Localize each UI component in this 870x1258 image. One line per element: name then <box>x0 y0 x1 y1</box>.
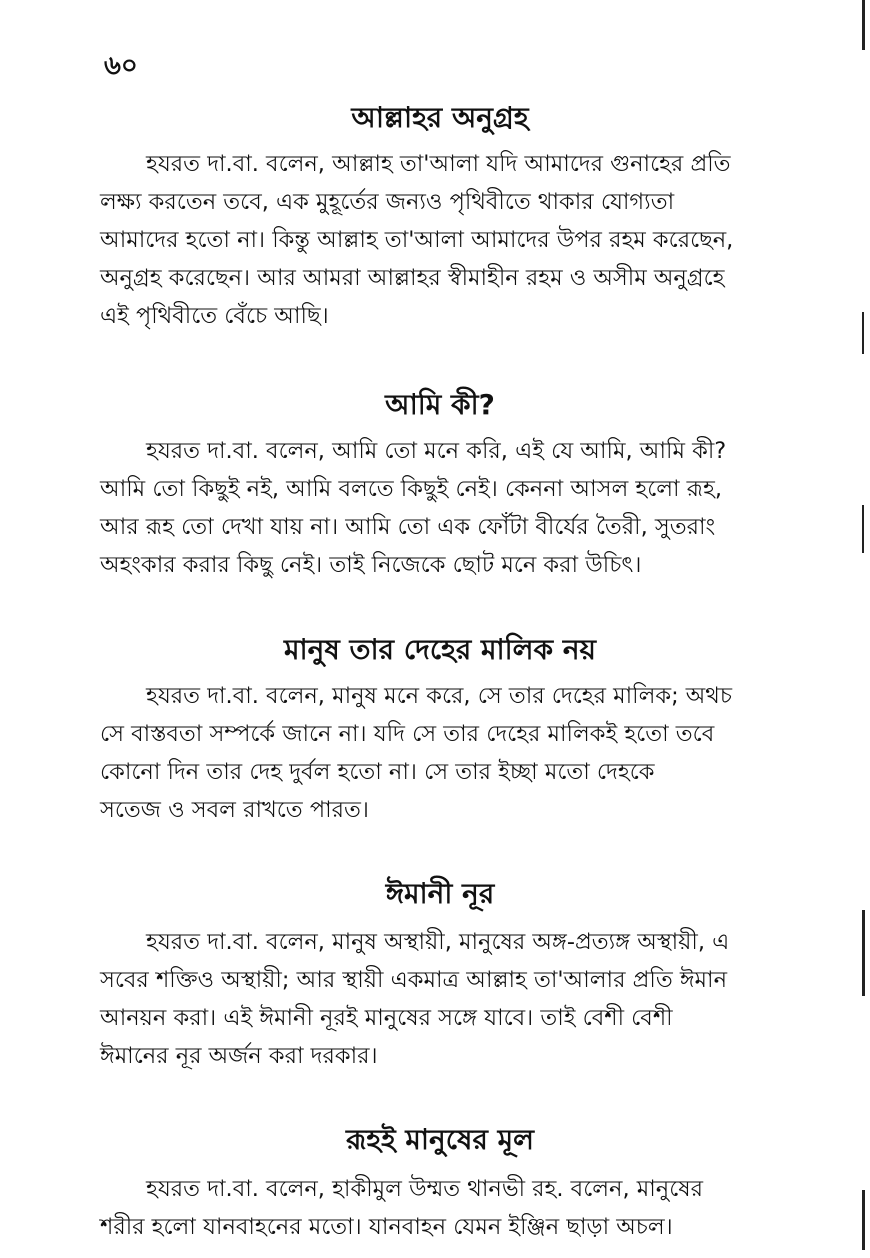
paragraph-line: কোনো দিন তার দেহ দুর্বল হতো না। সে তার ইচ্ছা মতো দেহকে <box>100 759 655 785</box>
section-heading: রূহই মানুষের মূল <box>345 1123 535 1156</box>
paragraph-line: শরীর হলো যানবাহনের মতো। যানবাহন যেমন ইঞ্জিন ছাড়া অচল। <box>100 1214 673 1240</box>
paragraph-line: আমাদের হতো না। কিন্তু আল্লাহ তা'আলা আমাদের উপর রহম করেছেন, <box>100 227 734 253</box>
paragraph-line: হযরত দা.বা. বলেন, মানুষ মনে করে, সে তার দেহের মালিক; অথচ <box>146 683 733 709</box>
paragraph-line: আনয়ন করা। এই ঈমানী নূরই মানুষের সঙ্গে যাবে। তাই বেশী বেশী <box>100 1005 673 1031</box>
scan-edge-mark <box>862 1190 865 1250</box>
scan-edge-mark <box>862 505 864 553</box>
page-number: ৬০ <box>104 51 138 81</box>
paragraph-line: হযরত দা.বা. বলেন, আমি তো মনে করি, এই যে আমি, আমি কী? <box>146 438 727 464</box>
paragraph-line: আর রূহ তো দেখা যায় না। আমি তো এক ফোঁটা বীর্যের তৈরী, সুতরাং <box>100 514 716 540</box>
paragraph-line: হযরত দা.বা. বলেন, মানুষ অস্থায়ী, মানুষের অঙ্গ-প্রত্যঙ্গ অস্থায়ী, এ <box>146 929 730 955</box>
paragraph-line: ঈমানের নূর অর্জন করা দরকার। <box>100 1043 378 1069</box>
scan-edge-mark <box>862 910 865 996</box>
scan-edge-mark <box>862 312 864 354</box>
section-heading: ঈমানী নূর <box>385 877 495 910</box>
scan-edge-mark <box>862 0 865 50</box>
paragraph-line: অহংকার করার কিছু নেই। তাই নিজেকে ছোট মনে করা উচিৎ। <box>100 552 642 578</box>
paragraph-line: লক্ষ্য করতেন তবে, এক মুহূর্তের জন্যও পৃথিবীতে থাকার যোগ্যতা <box>100 189 675 215</box>
paragraph-line: অনুগ্রহ করেছেন। আর আমরা আল্লাহর স্বীমাহীন রহম ও অসীম অনুগ্রহে <box>100 265 725 291</box>
section-heading: মানুষ তার দেহের মালিক নয় <box>283 633 597 666</box>
section-heading: আমি কী? <box>385 388 495 421</box>
paragraph-line: সবের শক্তিও অস্থায়ী; আর স্থায়ী একমাত্র আল্লাহ তা'আলার প্রতি ঈমান <box>100 967 727 993</box>
paragraph-line: সে বাস্তবতা সম্পর্কে জানে না। যদি সে তার দেহের মালিকই হতো তবে <box>100 721 715 747</box>
paragraph-line: হযরত দা.বা. বলেন, হাকীমুল উম্মত থানভী রহ. বলেন, মানুষের <box>146 1176 704 1202</box>
section-paragraph <box>100 432 790 584</box>
section-paragraph <box>100 923 790 1075</box>
section-paragraph <box>100 677 790 829</box>
section-paragraph <box>100 145 790 335</box>
paragraph-line: আমি তো কিছুই নই, আমি বলতে কিছুই নেই। কেননা আসল হলো রূহ, <box>100 476 723 502</box>
paragraph-line: সতেজ ও সবল রাখতে পারত। <box>100 797 369 823</box>
section-heading: আল্লাহর অনুগ্রহ <box>351 101 529 134</box>
paragraph-line: হযরত দা.বা. বলেন, আল্লাহ তা'আলা যদি আমাদের গুনাহের প্রতি <box>146 151 731 177</box>
paragraph-line: এই পৃথিবীতে বেঁচে আছি। <box>100 303 329 329</box>
section-paragraph <box>100 1170 790 1246</box>
